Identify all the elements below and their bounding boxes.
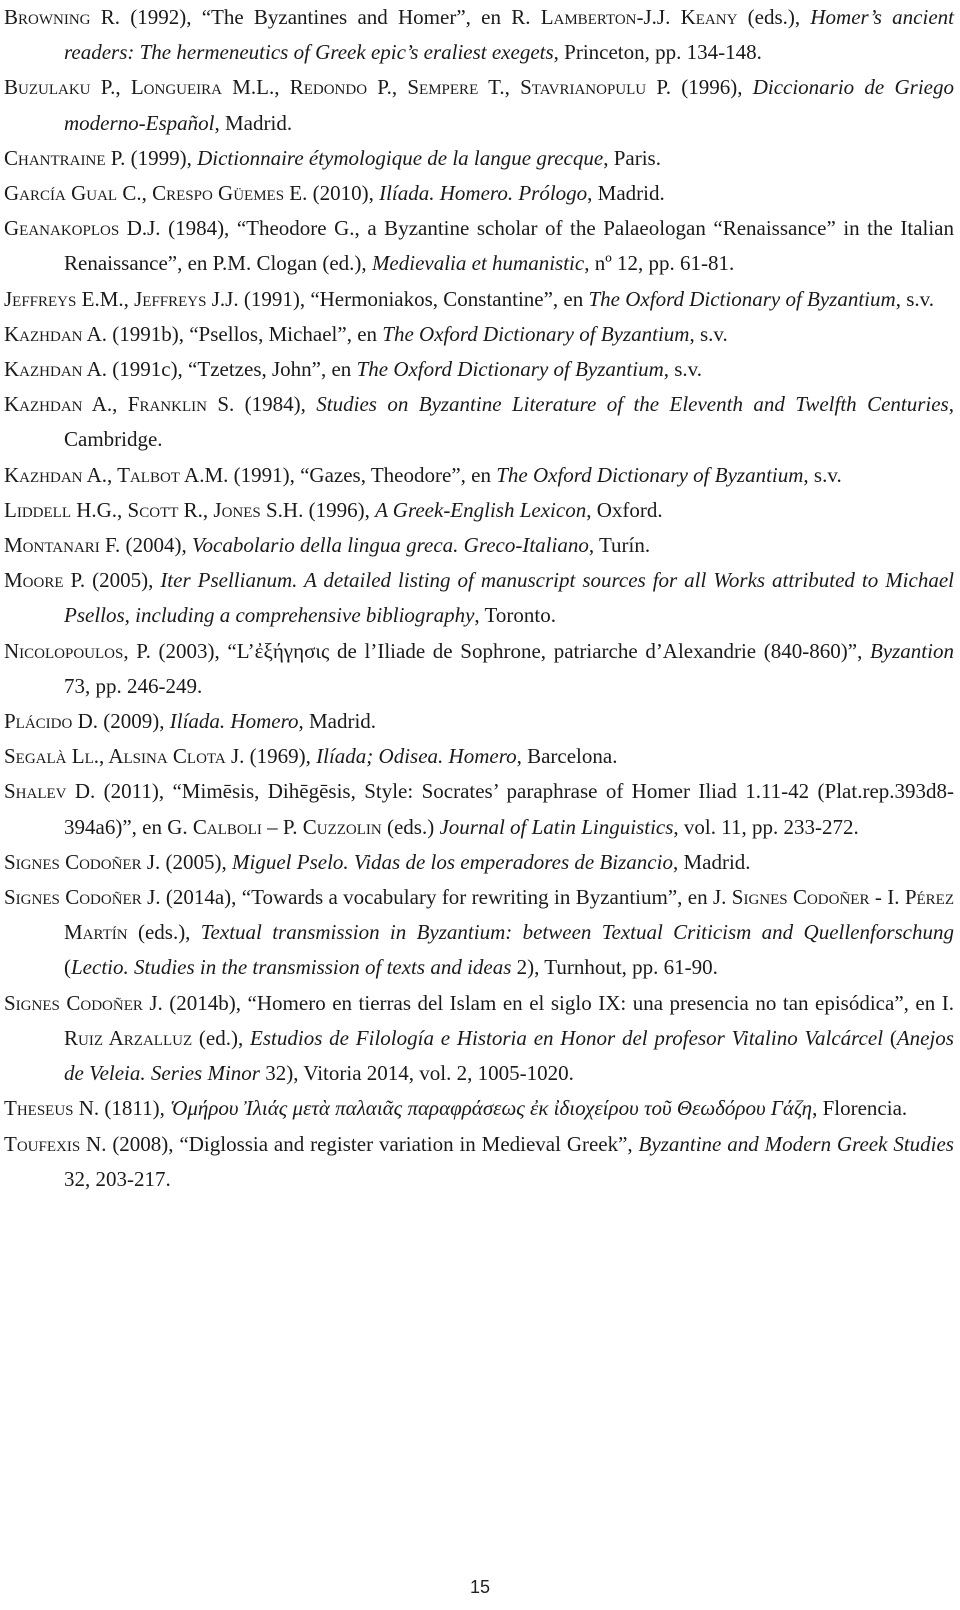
author-name: Theseus N. <box>4 1096 100 1121</box>
bibliography-entry <box>4 563 954 633</box>
bibliography-entry <box>4 774 954 844</box>
entry-text: (2009), <box>98 709 170 734</box>
work-title: Ilíada; Odisea. Homero <box>316 744 517 769</box>
entry-text: (2005), <box>85 568 161 593</box>
entry-text: , Madrid. <box>214 110 293 135</box>
entry-text: , Cambridge. <box>64 392 954 452</box>
entry-text: 32), Vitoria 2014, vol. 2, 1005-1020. <box>259 1061 574 1086</box>
entry-text: (2003), “L’ἐξήγησις de l’Iliade de Sophrone, patriarche d’Alexandrie (840-860)”, <box>150 638 870 663</box>
entry-text: (ed.), <box>192 1025 251 1050</box>
entry-text: (2014b), “Homero en tierras del Islam en el siglo IX: una presencia no tan episódica”, en I. <box>162 990 954 1015</box>
work-title: Iter Psellianum. A detailed listing of manuscript sources for all Works attributed to Michael Psellos, including a comprehensive bibliography <box>64 568 954 628</box>
entry-text: , Madrid. <box>587 181 665 206</box>
bibliography-entry <box>4 986 954 1092</box>
bibliography-entry <box>4 528 954 563</box>
work-title: Miguel Pselo. Vidas de los emperadores de Bizancio <box>232 849 673 874</box>
bibliography-entry <box>4 0 954 70</box>
work-title: Journal of Latin Linguistics <box>439 814 674 839</box>
entry-text: , Madrid. <box>298 709 377 734</box>
entry-text: , Oxford. <box>586 497 663 522</box>
author-name: Shalev D. <box>4 779 96 804</box>
entry-text: , s.v. <box>895 286 934 311</box>
entry-text: , Turín. <box>588 533 651 558</box>
entry-text: (1991), “Hermoniakos, Constantine”, en <box>238 286 589 311</box>
bibliography-entry <box>4 211 954 281</box>
entry-text: (1984), “Theodore G., a Byzantine scholar of the Palaeologan “Renaissance” in the Italian Renaissance”, en P.M. Clogan (ed.), <box>64 216 955 276</box>
entry-text: ( <box>64 955 71 980</box>
entry-text: , Princeton, pp. 134-148. <box>553 40 762 65</box>
author-name: Signes Codoñer J. <box>4 990 163 1015</box>
entry-text: (1991), “Gazes, Theodore”, en <box>228 462 497 487</box>
work-title: Ilíada. Homero <box>169 709 299 734</box>
entry-text: (2005), <box>160 849 233 874</box>
work-title: Diccionario de Griego moderno-Español <box>64 75 954 135</box>
entry-text: ( <box>883 1025 897 1050</box>
author-name: Lamberton-J.J. Keany <box>540 5 738 29</box>
entry-text: (2014a), “Towards a vocabulary for rewriting in Byzantium”, en J. <box>160 885 732 910</box>
work-title: The Oxford Dictionary of Byzantium <box>382 321 690 346</box>
author-name: Buzulaku P., Longueira M.L., Redondo P., Sempere T., Stavrianopulu P. <box>4 75 671 100</box>
work-title: Byzantine and Modern Greek Studies <box>638 1131 954 1156</box>
bibliography-entry <box>4 739 954 774</box>
author-name: Moore P. <box>4 568 86 593</box>
author-name: Signes Codoñer J. <box>4 849 161 874</box>
entry-text: (2010), <box>307 181 380 206</box>
author-name: Nicolopoulos, P. <box>4 638 151 663</box>
work-title: Dictionnaire étymologique de la langue grecque <box>197 145 604 170</box>
author-name: Kazhdan A. <box>4 321 107 346</box>
entry-text: (1999), <box>125 145 198 170</box>
entry-text: (1992), “The Byzantines and Homer”, en R. <box>120 5 541 29</box>
bibliography-entry <box>4 458 954 493</box>
work-title: The Oxford Dictionary of Byzantium <box>496 462 804 487</box>
work-title: The Oxford Dictionary of Byzantium <box>356 357 664 382</box>
entry-text: , nº 12, pp. 61-81. <box>584 251 735 276</box>
entry-text: , Paris. <box>603 145 661 170</box>
author-name: Pérez Martín <box>64 885 954 945</box>
entry-text: , s.v. <box>663 357 703 382</box>
bibliography-entry <box>4 176 954 211</box>
author-name: Kazhdan A. <box>4 357 107 382</box>
bibliography-list <box>4 0 954 1197</box>
work-title: A Greek-English Lexicon <box>375 497 587 522</box>
bibliography-entry <box>4 70 954 140</box>
bibliography-entry <box>4 317 954 352</box>
entry-text: , Toronto. <box>474 603 556 628</box>
entry-text: (eds.), <box>127 920 201 945</box>
bibliography-entry <box>4 1091 954 1126</box>
work-title: Studies on Byzantine Literature of the Eleventh and Twelfth Centuries <box>316 392 949 417</box>
author-name: García Gual C., Crespo Güemes E. <box>4 181 308 206</box>
work-title: Byzantion <box>869 638 954 663</box>
author-name: Jeffreys E.M., Jeffreys J.J. <box>4 286 239 311</box>
author-name: Segalà Ll., Alsina Clota J. <box>4 744 245 769</box>
entry-text: 73, pp. 246-249. <box>64 673 203 698</box>
work-title: Homer’s ancient readers: The hermeneutics of Greek epic’s eraliest exegets <box>64 5 954 65</box>
entry-text: (1996), <box>303 497 376 522</box>
author-name: Signes Codoñer J. <box>4 885 161 910</box>
entry-text: , Madrid. <box>672 849 751 874</box>
work-title: The Oxford Dictionary of Byzantium <box>588 286 896 311</box>
author-name: Plácido D. <box>4 709 99 734</box>
bibliography-entry <box>4 352 954 387</box>
bibliography-entry <box>4 634 954 704</box>
entry-text: (1984), <box>234 392 317 417</box>
entry-text: (2008), “Diglossia and register variation in Medieval Greek”, <box>106 1131 639 1156</box>
entry-text: 32, 203-217. <box>64 1166 171 1191</box>
entry-text: , vol. 11, pp. 233-272. <box>673 814 859 839</box>
bibliography-entry <box>4 1127 954 1197</box>
bibliography-entry <box>4 387 954 457</box>
work-title: Vocabolario della lingua greca. Greco-Italiano <box>192 533 589 558</box>
bibliography-entry <box>4 493 954 528</box>
entry-text: (2011), “Mimēsis, Dihēgēsis, Style: Socrates’ paraphrase of Homer Iliad 1.11-42 (Plat.rep.393d8-394a6)”, en G. <box>64 779 955 839</box>
bibliography-entry <box>4 704 954 739</box>
entry-text: (eds.) <box>381 814 440 839</box>
entry-text: – P. <box>261 814 303 839</box>
entry-text: , s.v. <box>689 321 728 346</box>
entry-text: (1996), <box>670 75 753 100</box>
entry-text: (1991b), “Psellos, Michael”, en <box>107 321 383 346</box>
entry-text: (1969), <box>244 744 317 769</box>
author-name: Signes Codoñer <box>731 885 870 910</box>
entry-text: (eds.), <box>737 5 811 29</box>
page-number: 15 <box>469 1577 491 1597</box>
work-title: Textual transmission in Byzantium: between Textual Criticism and Quellenforschung <box>200 920 955 945</box>
author-name: Montanari F. <box>4 533 121 558</box>
author-name: Kazhdan A., Franklin S. <box>4 392 235 417</box>
author-name: Geanakoplos D.J. <box>4 216 161 241</box>
work-title: Anejos de Veleia. Series Minor <box>64 1025 954 1086</box>
author-name: Liddell H.G., Scott R., Jones S.H. <box>4 497 304 522</box>
author-name: Browning R. <box>4 5 120 29</box>
entry-text: , Florencia. <box>812 1096 908 1121</box>
entry-text: (2004), <box>120 533 193 558</box>
work-title: Ὁμήρου Ἰλιάς μετὰ παλαιᾶς παραφράσεως ἐκ ἰδιοχείρου τοῦ Θεωδόρου Γάζη <box>170 1096 813 1121</box>
author-name: Ruiz Arzalluz <box>64 1025 193 1050</box>
bibliography-entry <box>4 880 954 986</box>
author-name: Cuzzolin <box>302 814 382 839</box>
bibliography-entry <box>4 141 954 176</box>
author-name: Calboli <box>192 814 262 839</box>
entry-text: , s.v. <box>803 462 842 487</box>
entry-text: , Barcelona. <box>516 744 618 769</box>
work-title: Medievalia et humanistic <box>371 251 585 276</box>
bibliography-entry <box>4 845 954 880</box>
entry-text: - I. <box>869 885 905 910</box>
author-name: Chantraine P. <box>4 145 126 170</box>
author-name: Kazhdan A., Talbot A.M. <box>4 462 229 487</box>
work-title: Lectio. Studies in the transmission of texts and ideas <box>71 955 512 980</box>
entry-text: (1991c), “Tzetzes, John”, en <box>107 357 357 382</box>
bibliography-entry <box>4 282 954 317</box>
work-title: Ilíada. Homero. Prólogo <box>379 181 588 206</box>
entry-text: 2), Turnhout, pp. 61-90. <box>511 955 718 980</box>
work-title: Estudios de Filología e Historia en Honor del profesor Vitalino Valcárcel <box>250 1025 884 1050</box>
entry-text: (1811), <box>99 1096 171 1121</box>
author-name: Toufexis N. <box>4 1131 107 1156</box>
